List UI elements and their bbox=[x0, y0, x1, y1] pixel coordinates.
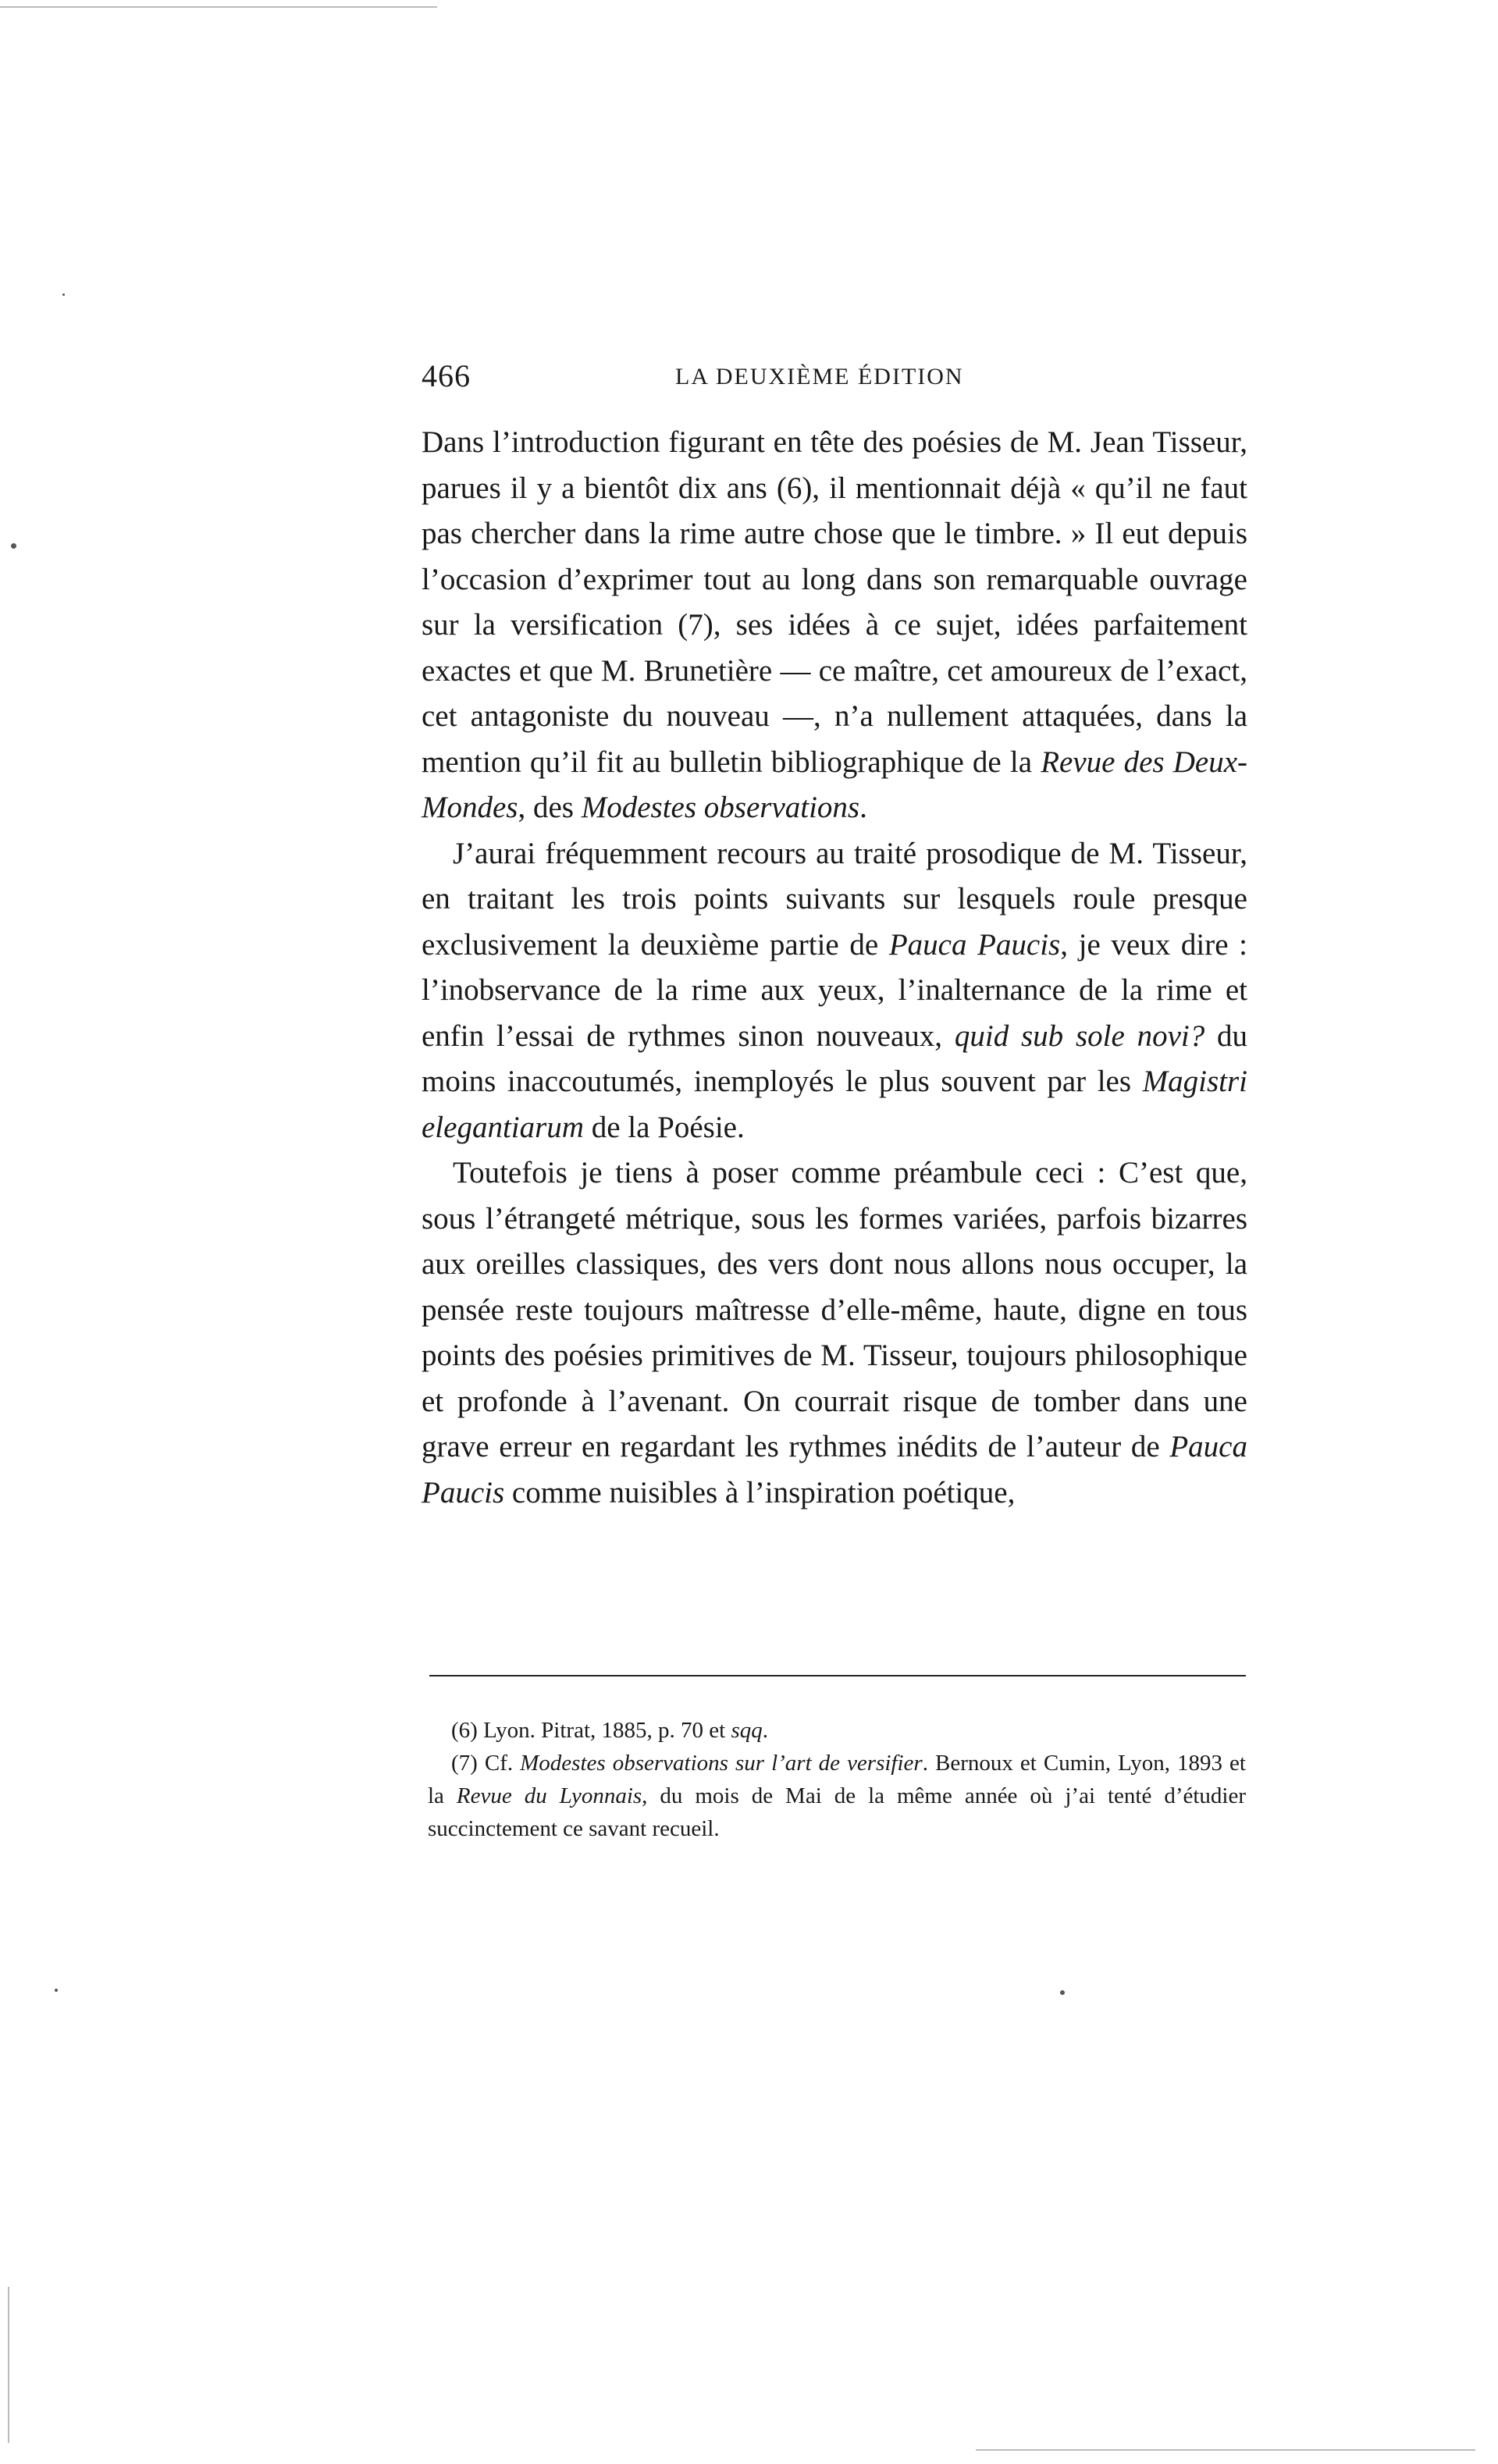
footnote-7: (7) Cf. Modestes observations sur l’art de versifier. Bernoux et Cumin, Lyon, 1893 et la Revue du Lyonnais, du mois de Mai de la même année où j’ai tenté d’étudier succinctement ce savant recueil. bbox=[428, 1751, 1246, 1841]
page-header bbox=[422, 357, 1249, 404]
paragraph-1: Dans l’introduction figurant en tête des poésies de M. Jean Tisseur, parues il y a bientôt dix ans (6), il mentionnait déjà « qu’il ne faut pas chercher dans la rime autre chose que le timbre. » Il eut depuis l’occasion d’exprimer tout au long dans son remarquable ouvrage sur la versification (7), ses idées à ce sujet, idées parfaitement exactes et que M. Brunetière — ce maître, cet amoureux de l’exact, cet antagoniste du nouveau —, n’a nullement attaquées, dans la mention qu’il fit au bulletin bibliographique de la Revue des Deux-Mondes, des Modestes observations. bbox=[422, 425, 1247, 824]
running-title: LA DEUXIÈME ÉDITION bbox=[675, 364, 964, 389]
latin-phrase: Magistri elegantiarum bbox=[422, 1065, 1247, 1144]
latin-phrase: quid sub sole novi? bbox=[954, 1019, 1205, 1053]
book-title: Pauca Paucis bbox=[888, 927, 1061, 962]
body-text bbox=[422, 420, 1247, 1516]
journal-title: Revue des Deux-Mondes bbox=[422, 745, 1247, 824]
page-number: 466 bbox=[422, 358, 471, 393]
scan-edge-line bbox=[8, 2287, 9, 2443]
journal-title: Revue du Lyonnais bbox=[456, 1783, 642, 1808]
book-title: Pauca Paucis bbox=[422, 1430, 1247, 1509]
footnotes bbox=[428, 1714, 1246, 1845]
scan-speck bbox=[62, 293, 65, 296]
scan-edge-line bbox=[976, 2449, 1475, 2451]
book-title: Modestes observations bbox=[581, 791, 860, 824]
scan-speck bbox=[55, 1989, 58, 1992]
footnote-6: (6) Lyon. Pitrat, 1885, p. 70 et sqq. bbox=[451, 1718, 768, 1743]
scan-speck bbox=[11, 543, 16, 549]
book-title: Modestes observations sur l’art de versifier bbox=[520, 1751, 923, 1776]
footnote-separator bbox=[429, 1675, 1246, 1676]
paragraph-3: Toutefois je tiens à poser comme préambule ceci : C’est que, sous l’étrangeté métrique, sous les formes variées, parfois bizarres aux oreilles classiques, des vers dont nous allons nous occuper, la pensée reste toujours maîtresse d’elle-même, haute, digne en tous points des poésies primitives de M. Tisseur, toujours philosophique et profonde à l’avenant. On courrait risque de tomber dans une grave erreur en regardant les rythmes inédits de l’auteur de Pauca Paucis comme nuisibles à l’inspiration poétique, bbox=[422, 1156, 1247, 1509]
scan-edge-line bbox=[0, 6, 437, 8]
paragraph-2: J’aurai fréquemment recours au traité prosodique de M. Tisseur, en traitant les trois points suivants sur lesquels roule presque exclusivement la deuxième partie de Pauca Paucis, je veux dire : l’inobservance de la rime aux yeux, l’inalternance de la rime et enfin l’essai de rythmes sinon nouveaux, quid sub sole novi? du moins inaccoutumés, inemployés le plus souvent par les Magistri elegantiarum de la Poésie. bbox=[422, 836, 1248, 1144]
scan-speck bbox=[1060, 1990, 1065, 1995]
